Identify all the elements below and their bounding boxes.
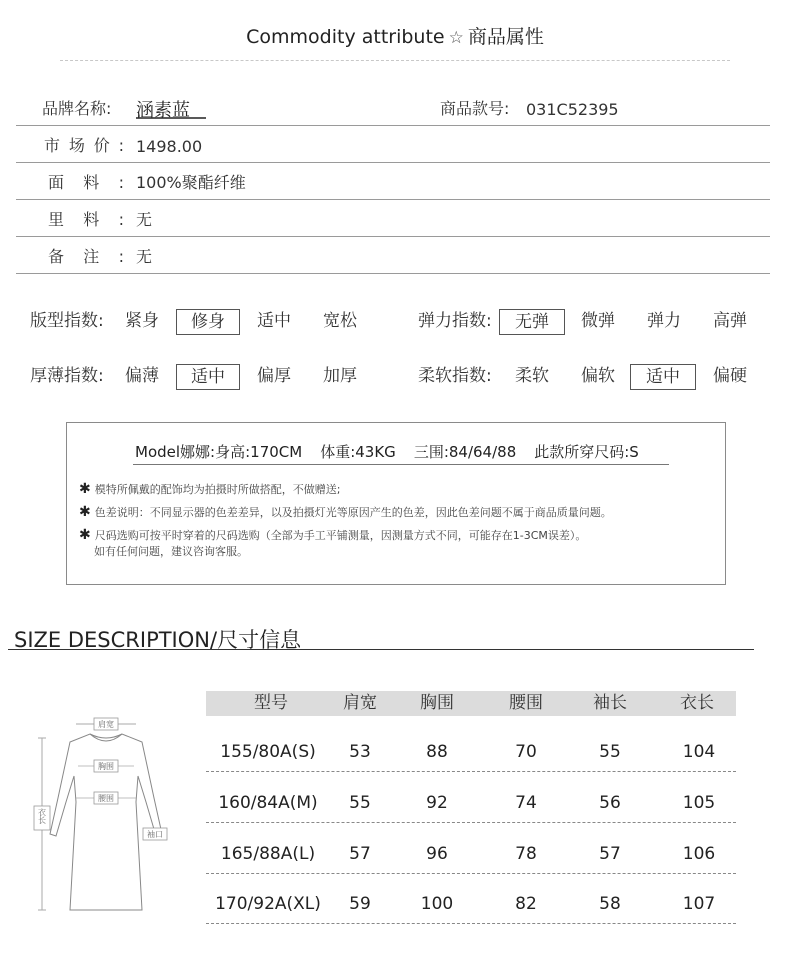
note-label: 备注: [48,247,124,266]
header-cell: 衣长 [680,693,714,713]
divider [60,60,730,61]
asterisk-icon: ✱ [79,504,91,520]
index-fit [30,309,370,335]
shoulder-label: 肩宽 [98,720,114,729]
size-table-header [206,691,736,716]
table-cell: 53 [349,742,371,762]
model-height: 身高:170CM [215,443,303,461]
header-cell: 袖长 [593,693,627,713]
brand-label: 品牌名称: [42,99,112,118]
model-measurements: 三围:84/64/88 [413,443,517,461]
attr-row-note [16,236,770,274]
chest-label: 胸围 [98,762,114,771]
attr-row-fabric [16,162,770,200]
table-cell: 155/80A(S) [220,742,316,762]
index-fit-label: 版型指数: [30,311,104,331]
table-cell: 88 [426,742,448,762]
index-stretch [418,309,758,335]
index-thickness-option-selected: 适中 [176,364,240,390]
row-divider [206,873,736,874]
index-thickness-option: 偏厚 [257,366,291,386]
star-icon: ☆ [448,28,464,48]
table-cell: 107 [682,894,716,914]
index-stretch-option: 微弹 [581,311,615,331]
length-label: 衣长 [37,808,47,824]
model-info-box [66,422,726,585]
table-cell: 58 [599,894,621,914]
table-cell: 96 [426,844,448,864]
index-softness-label: 柔软指数: [418,366,492,386]
row-divider [206,771,736,772]
dress-diagram [28,710,178,916]
model-header [135,441,639,462]
index-fit-option: 紧身 [125,311,159,331]
note-item [79,527,586,543]
title-cn: 商品属性 [467,26,544,48]
index-thickness-option: 偏薄 [125,366,159,386]
table-cell: 165/88A(L) [220,844,316,864]
header-cell: 腰围 [509,693,543,713]
model-name: Model娜娜: [135,443,216,461]
table-cell: 55 [599,742,621,762]
note-text: 色差说明：不同显示器的色差差异，以及拍摄灯光等原因产生的色差，因此色差问题不属于商品质量问题。 [94,506,612,519]
index-thickness-option: 加厚 [323,366,357,386]
index-stretch-option: 弹力 [647,311,681,331]
model-size-worn: 此款所穿尺码:S [534,443,639,461]
index-stretch-option: 高弹 [713,311,747,331]
table-cell: 55 [349,793,371,813]
table-cell: 100 [420,894,454,914]
index-fit-option: 适中 [257,311,291,331]
table-cell: 59 [349,894,371,914]
asterisk-icon: ✱ [79,527,91,543]
price-label: 市场价: [44,136,124,155]
sleeve-label: 袖口 [147,830,163,839]
header-cell: 胸围 [420,693,454,713]
table-cell: 105 [682,793,716,813]
size-section-title: SIZE DESCRIPTION/尺寸信息 [14,628,302,652]
attr-row-lining [16,199,770,237]
table-cell: 160/84A(M) [218,793,318,813]
index-softness-option: 偏软 [581,366,615,386]
index-fit-option: 宽松 [323,311,357,331]
index-thickness-label: 厚薄指数: [30,366,104,386]
title-en: Commodity attribute [246,26,445,48]
index-stretch-option-selected: 无弹 [499,309,565,335]
header-cell: 型号 [254,693,288,713]
table-cell: 74 [515,793,537,813]
index-softness-option: 柔软 [515,366,549,386]
note-value: 无 [136,247,153,266]
index-softness-option: 偏硬 [713,366,747,386]
note-text: 模特所佩戴的配饰均为拍摄时所做搭配，不做赠送; [94,483,341,496]
lining-label: 里料: [48,210,124,229]
attr-row-brand [16,88,770,126]
fabric-label: 面料: [48,173,124,192]
style-no-label: 商品款号: [440,99,510,118]
index-thickness [30,364,370,390]
table-cell: 56 [599,793,621,813]
divider [133,464,669,465]
table-cell: 70 [515,742,537,762]
note-extra: 如有任何问题，建议咨询客服。 [94,545,248,558]
note-item [79,504,612,520]
style-no-value: 031C52395 [526,100,619,119]
attr-row-price [16,125,770,163]
page-title [0,22,790,49]
note-text: 尺码选购可按平时穿着的尺码选购（全部为手工平铺测量，因测量方式不同，可能存在1-3CM误差）。 [94,529,587,542]
divider [8,649,754,650]
brand-logo [134,97,212,123]
index-softness [418,364,758,390]
index-fit-option-selected: 修身 [176,309,240,335]
table-cell: 78 [515,844,537,864]
asterisk-icon: ✱ [79,481,91,497]
row-divider [206,923,736,924]
model-weight: 体重:43KG [320,443,396,461]
row-divider [206,822,736,823]
note-item [79,481,340,497]
price-value: 1498.00 [136,137,203,156]
brand-logo-text: 涵素蓝 [136,100,190,121]
table-cell: 57 [349,844,371,864]
waist-label: 腰围 [98,794,114,803]
table-cell: 82 [515,894,537,914]
table-cell: 57 [599,844,621,864]
fabric-value: 100%聚酯纤维 [136,173,246,192]
table-cell: 106 [682,844,716,864]
table-cell: 170/92A(XL) [215,894,321,914]
index-softness-option-selected: 适中 [630,364,696,390]
lining-value: 无 [136,210,153,229]
index-stretch-label: 弹力指数: [418,311,492,331]
table-cell: 92 [426,793,448,813]
table-cell: 104 [682,742,716,762]
header-cell: 肩宽 [343,693,377,713]
